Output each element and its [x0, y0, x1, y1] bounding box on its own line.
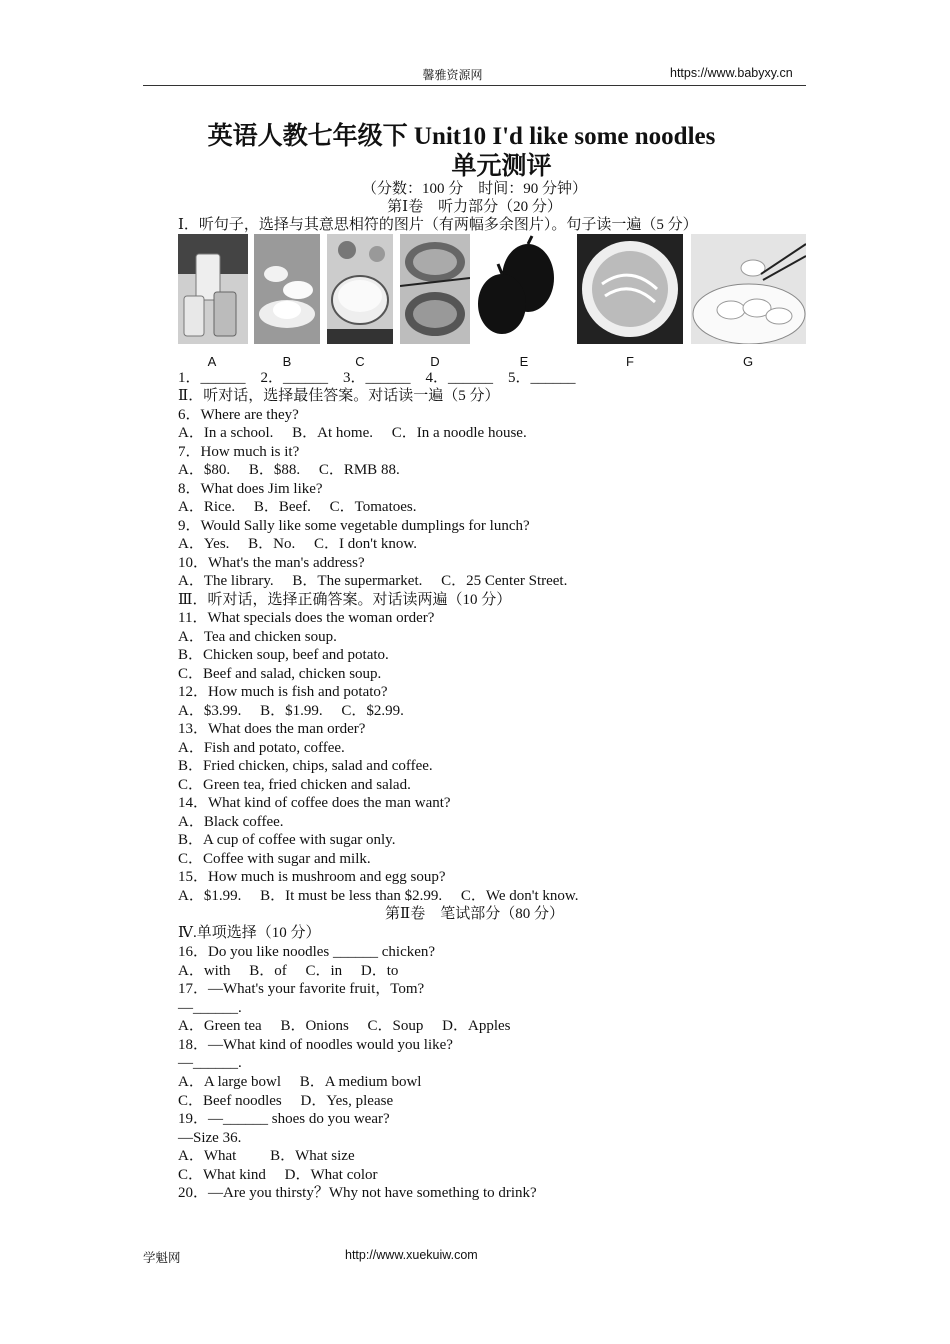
question-line: C．Coffee with sugar and milk. — [178, 850, 371, 867]
question-line: 10．What's the man's address? — [178, 554, 365, 571]
picture-label-b: B — [282, 354, 292, 369]
question-line: A．What B．What size — [178, 1148, 355, 1164]
question-line: 15．How much is mushroom and egg soup? — [178, 869, 446, 885]
question-line: A．with B．of C．in D．to — [178, 962, 399, 979]
noodle-bowl-picture — [577, 234, 683, 344]
question-line: A．Yes. B．No. C．I don't know. — [178, 536, 417, 552]
question-line: B．A cup of coffee with sugar only. — [178, 832, 396, 848]
question-line: A．$1.99. B．It must be less than $2.99. C．We don't know. — [178, 887, 579, 904]
question-line: Ⅲ．听对话，选择正确答案。对话读两遍（10 分） — [178, 591, 512, 608]
dumplings-picture — [691, 234, 806, 344]
onions-picture — [476, 234, 556, 344]
footer-site-name: 学魁网 — [143, 1251, 181, 1265]
question-line: —Size 36. — [178, 1129, 242, 1146]
picture-label-c: C — [355, 354, 365, 369]
question-line: A．The library. B．The supermarket. C．25 Center Street. — [178, 573, 568, 589]
question-line: A．Rice. B．Beef. C．Tomatoes. — [178, 499, 417, 515]
question-line: C．Green tea, fried chicken and salad. — [178, 776, 411, 793]
question-line: 18．—What kind of noodles would you like? — [178, 1036, 453, 1053]
question-line: A．A large bowl B．A medium bowl — [178, 1074, 422, 1090]
question-line: 7．How much is it? — [178, 443, 300, 460]
question-line: Ⅱ．听对话，选择最佳答案。对话读一遍（5 分） — [178, 388, 500, 404]
question-line: A．$80. B．$88. C．RMB 88. — [178, 462, 400, 478]
footer-url[interactable]: http://www.xuekuiw.com — [345, 1248, 478, 1262]
question-line: B．Chicken soup, beef and potato. — [178, 647, 389, 663]
question-line: 12．How much is fish and potato? — [178, 684, 388, 700]
question-line: 17．—What's your favorite fruit，Tom? — [178, 981, 425, 997]
header-divider — [143, 85, 806, 86]
question-line: C．Beef and salad, chicken soup. — [178, 665, 382, 682]
question-line: C．What kind D．What color — [178, 1166, 378, 1183]
question-line: C．Beef noodles D．Yes, please — [178, 1092, 394, 1109]
part1-heading: 第Ⅰ卷 听力部分（20 分） — [387, 199, 562, 215]
question-line: 9．Would Sally like some vegetable dumplings for lunch? — [178, 517, 530, 534]
title-line-1: 英语人教七年级下 Unit10 I'd like some noodles — [207, 123, 716, 150]
question-line: —______. — [178, 999, 242, 1016]
question-line: 8．What does Jim like? — [178, 480, 323, 497]
question-line: Ⅳ.单项选择（10 分） — [178, 925, 321, 941]
question-line: 13．What does the man order? — [178, 721, 366, 737]
picture-label-f: F — [626, 354, 634, 369]
score-info: （分数：100 分 时间：90 分钟） — [361, 181, 587, 197]
picture-label-d: D — [430, 354, 440, 369]
question-line: 19．—______ shoes do you wear? — [178, 1111, 390, 1127]
header-url[interactable]: https://www.babyxy.cn — [670, 66, 793, 80]
drinks-picture — [178, 234, 248, 344]
question-line: A．Tea and chicken soup. — [178, 628, 337, 645]
picture-label-g: G — [742, 354, 754, 369]
question-line: A．Fish and potato, coffee. — [178, 739, 345, 756]
picture-label-a: A — [207, 354, 217, 369]
question-line: A．Black coffee. — [178, 813, 284, 830]
food-pictures — [178, 234, 806, 346]
question-line: A．Green tea B．Onions C．Soup D．Apples — [178, 1018, 511, 1034]
question-line: A．$3.99. B．$1.99. C．$2.99. — [178, 702, 404, 719]
page-title — [143, 122, 780, 182]
question-line: A．In a school. B．At home. C．In a noodle house. — [178, 425, 527, 441]
tea-cups-picture — [254, 234, 320, 344]
question-line: 6．Where are they? — [178, 406, 299, 423]
question-line: 11．What specials does the woman order? — [178, 610, 435, 626]
header-site-name: 馨雅资源网 — [422, 68, 483, 82]
question-line: 20．—Are you thirsty？Why not have something to drink? — [178, 1185, 537, 1201]
noodle-dishes-picture — [400, 234, 470, 344]
question-line: —______. — [178, 1055, 242, 1071]
part2-heading: 第Ⅱ卷 笔试部分（80 分） — [385, 906, 564, 922]
section1-answer-blanks: 1．______ 2．______ 3．______ 4．______ 5．______ — [178, 370, 576, 386]
question-line: 14．What kind of coffee does the man want? — [178, 795, 451, 811]
section1-heading: Ⅰ．听句子，选择与其意思相符的图片（有两幅多余图片）。句子读一遍（5 分） — [178, 217, 698, 233]
picture-label-e: E — [519, 354, 529, 369]
question-line: 16．Do you like noodles ______ chicken? — [178, 944, 436, 960]
question-line: B．Fried chicken, chips, salad and coffee. — [178, 758, 433, 774]
title-line-2: 单元测评 — [451, 153, 552, 180]
porridge-picture — [327, 234, 393, 344]
